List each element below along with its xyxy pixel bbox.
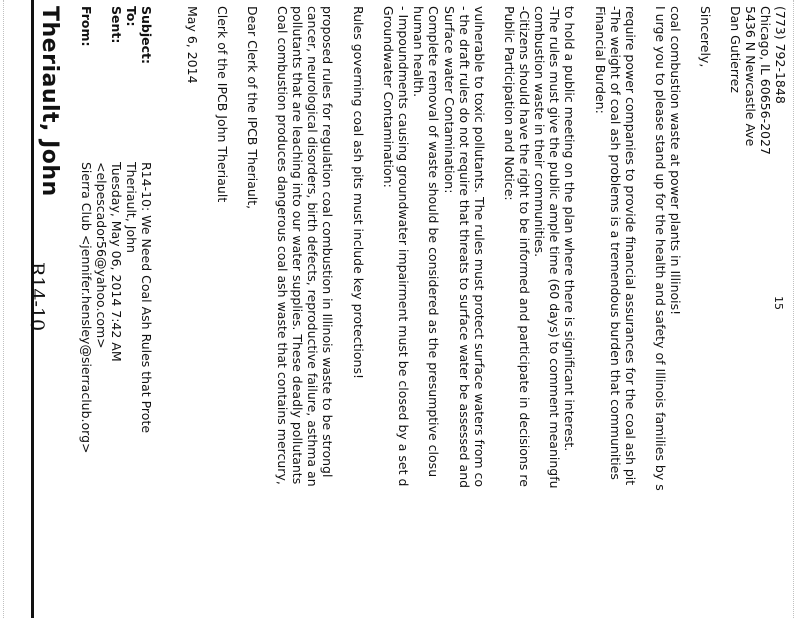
signature-address: 5436 N Newcastle Ave — [743, 6, 758, 147]
body-line: proposed rules for regulation coal combustion in Illinois waste to be strongl — [320, 6, 335, 478]
body-line: cancer, neurological disorders, birth defects, reproductive failure, asthma an — [305, 6, 320, 487]
document-code: R14-10 — [26, 262, 48, 332]
body-line: pollutants that are leaching into our water supplies. These deadly pollutants — [290, 6, 305, 485]
section-heading: Surface water Contamination: — [442, 6, 457, 194]
body-line: require power companies to provide financial assurances for the coal ash pit — [623, 6, 638, 486]
subject-label: Subject: — [139, 6, 154, 64]
to-value: Theriault, John — [124, 162, 139, 253]
body-line: combustion waste in their communities. — [532, 6, 547, 258]
subject-value: R14-10: We Need Coal Ash Rules that Prote — [139, 162, 154, 434]
body-line: coal combustion waste at power plants in Illinois! — [668, 6, 683, 316]
letter-date: May 6, 2014 — [185, 6, 200, 84]
body-line: - Impoundments causing groundwater impairment must be closed by a set d — [396, 6, 411, 487]
closing: Sincerely, — [698, 6, 713, 68]
recipient-line: Clerk of the IPCB John Theriault — [215, 6, 230, 203]
scan-artifact-line — [793, 0, 794, 618]
body-line: -The weight of coal ash problems is a tremendous burden that communities — [608, 6, 623, 480]
signature-phone: (773) 792-1848 — [773, 6, 788, 104]
body-line: Rules governing coal ash pits must include key protections! — [351, 6, 366, 379]
signature-name: Dan Gutierrez — [728, 6, 743, 93]
from-label: From: — [79, 6, 94, 47]
sender-name-heading: Theriault, John — [37, 6, 62, 197]
section-heading: Public Participation and Notice: — [502, 6, 517, 201]
to-label: To: — [124, 6, 139, 27]
scan-artifact-line — [3, 0, 4, 618]
signature-city: Chicago, IL 60656-2027 — [758, 6, 773, 155]
section-heading: Groundwater Contamination: — [381, 6, 396, 188]
body-line: Complete removal of waste should be considered as the presumptive closu — [426, 6, 441, 478]
body-line: Coal combustion produces dangerous coal ash waste that contains mercury, — [275, 6, 290, 485]
body-line: I urge you to please stand up for the health and safety of Illinois families by s — [653, 6, 668, 491]
sent-label: Sent: — [109, 6, 124, 44]
body-line: -Citizens should have the right to be informed and participate in decisions re — [517, 6, 532, 487]
body-line: vulnerable to toxic pollutants. The rules must protect surface waters from co — [472, 6, 487, 488]
page-number: 15 — [772, 296, 785, 310]
section-heading: Financial Burden: — [593, 6, 608, 114]
body-line: human health. — [411, 6, 426, 98]
body-line: to hold a public meeting on the plan where there is significant interest. — [562, 6, 577, 452]
salutation: Dear Clerk of the IPCB Theriault, — [245, 6, 260, 210]
sent-value: Tuesday, May 06, 2014 7:42 AM — [109, 162, 124, 362]
from-value-alt: <elpescador56@yahoo.com> — [94, 162, 109, 349]
body-line: - the draft rules do not require that threats to surface water be assessed and — [457, 6, 472, 489]
body-line: -The rules must give the public ample time (60 days) to comment meaningfu — [547, 6, 562, 489]
from-value: Sierra Club <jennifer.hensley@sierraclub.org> — [79, 162, 94, 454]
